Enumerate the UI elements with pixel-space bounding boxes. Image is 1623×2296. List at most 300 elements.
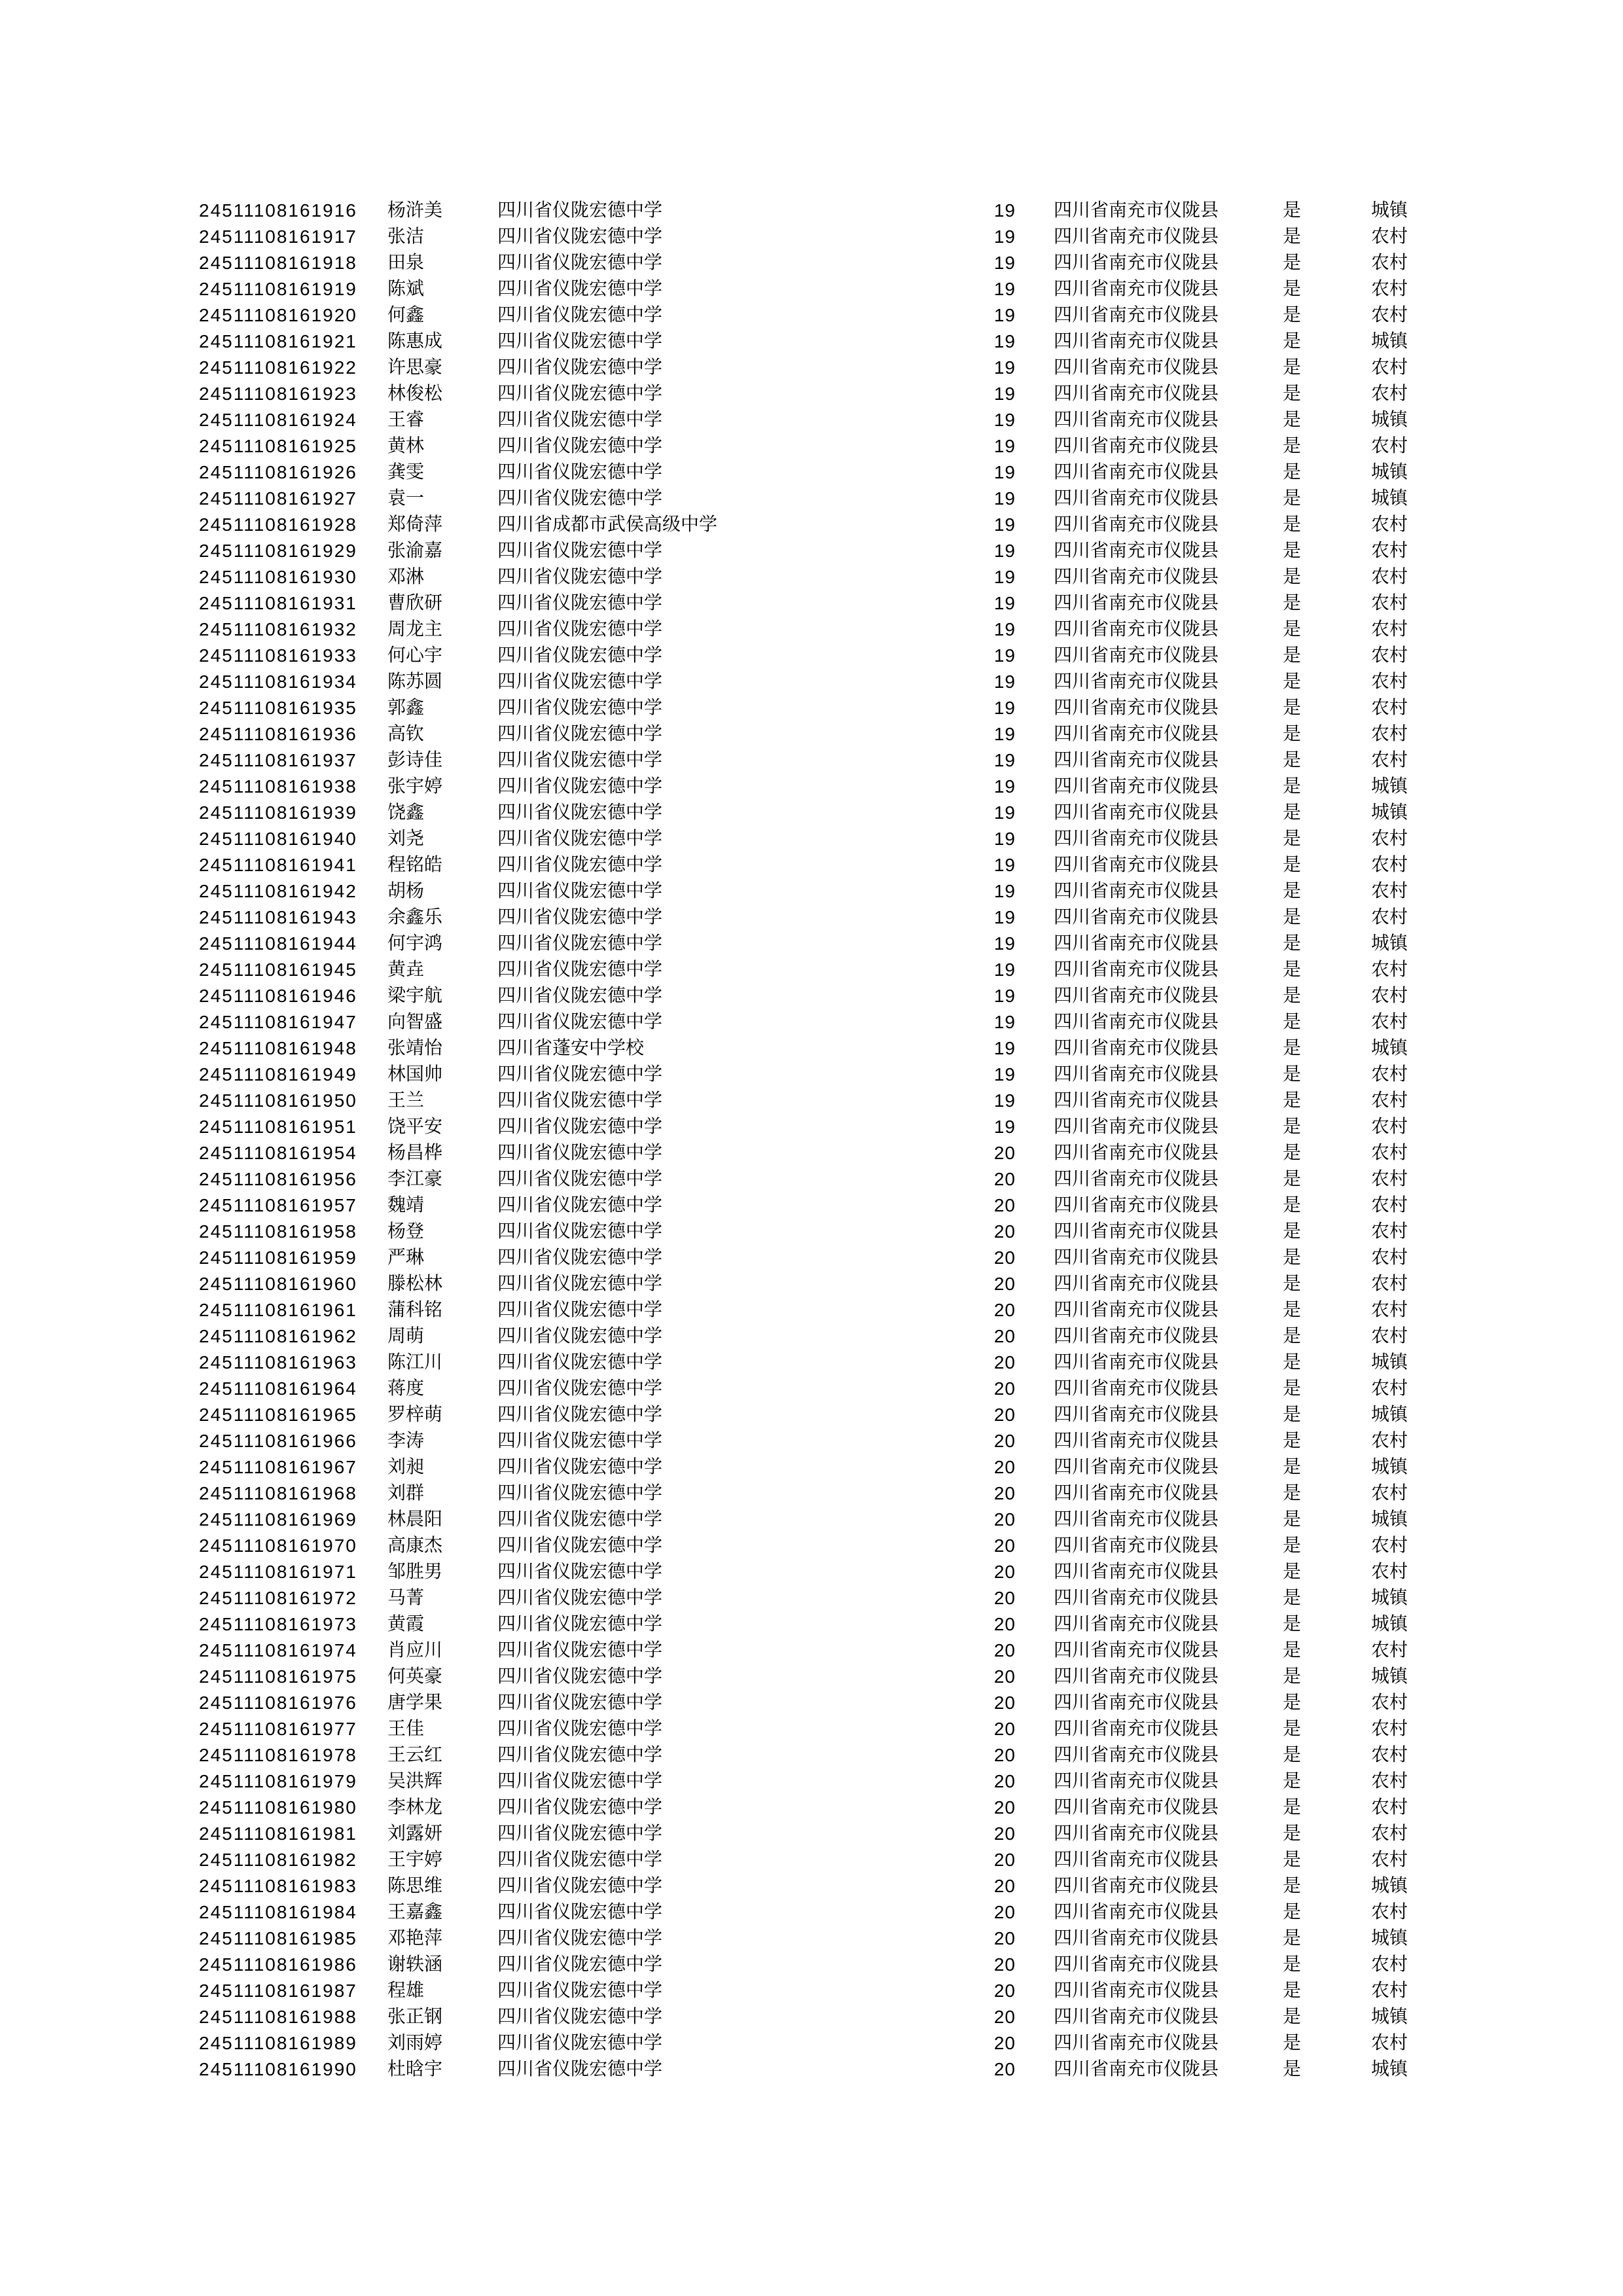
cell-school: 四川省仪陇宏德中学 <box>497 672 663 692</box>
cell-student-name: 杨浒美 <box>387 200 443 221</box>
cell-age: 19 <box>993 226 1016 247</box>
cell-school: 四川省仪陇宏德中学 <box>497 802 663 823</box>
cell-school: 四川省仪陇宏德中学 <box>497 1352 663 1372</box>
table-row <box>0 747 1623 774</box>
cell-school: 四川省仪陇宏德中学 <box>497 1300 663 1320</box>
cell-student-name: 林晨阳 <box>387 1509 443 1530</box>
cell-exam-id: 24511108161948 <box>199 1038 357 1058</box>
table-row <box>0 983 1623 1009</box>
cell-residence-type: 农村 <box>1371 1169 1408 1189</box>
cell-age: 20 <box>993 1274 1016 1294</box>
cell-school: 四川省仪陇宏德中学 <box>497 1483 663 1503</box>
cell-registered-location: 四川省南充市仪陇县 <box>1054 881 1219 901</box>
cell-school: 四川省仪陇宏德中学 <box>497 1405 663 1425</box>
cell-residence-type: 农村 <box>1371 881 1408 901</box>
table-row <box>0 826 1623 852</box>
cell-confirmed: 是 <box>1283 1169 1302 1189</box>
cell-confirmed: 是 <box>1283 1719 1302 1739</box>
cell-student-name: 梁宇航 <box>387 986 443 1006</box>
cell-student-name: 陈思维 <box>387 1876 443 1896</box>
cell-exam-id: 24511108161935 <box>199 698 357 718</box>
cell-student-name: 邓淋 <box>387 567 425 587</box>
table-row <box>0 2030 1623 2056</box>
cell-student-name: 王嘉鑫 <box>387 1902 443 1922</box>
cell-confirmed: 是 <box>1283 855 1302 875</box>
cell-age: 20 <box>993 1405 1016 1425</box>
cell-exam-id: 24511108161982 <box>199 1850 357 1870</box>
cell-student-name: 肖应川 <box>387 1640 443 1660</box>
cell-student-name: 王兰 <box>387 1090 425 1111</box>
table-row <box>0 1899 1623 1926</box>
cell-exam-id: 24511108161984 <box>199 1902 357 1922</box>
cell-confirmed: 是 <box>1283 960 1302 980</box>
cell-age: 20 <box>993 1928 1016 1948</box>
cell-school: 四川省仪陇宏德中学 <box>497 1876 663 1896</box>
cell-registered-location: 四川省南充市仪陇县 <box>1054 698 1219 718</box>
cell-student-name: 余鑫乐 <box>387 907 443 927</box>
cell-age: 20 <box>993 1143 1016 1163</box>
cell-exam-id: 24511108161931 <box>199 593 357 613</box>
cell-exam-id: 24511108161968 <box>199 1483 357 1503</box>
cell-age: 20 <box>993 1666 1016 1687</box>
cell-residence-type: 农村 <box>1371 907 1408 927</box>
cell-exam-id: 24511108161965 <box>199 1405 357 1425</box>
cell-school: 四川省仪陇宏德中学 <box>497 1850 663 1870</box>
cell-age: 20 <box>993 2059 1016 2079</box>
cell-residence-type: 农村 <box>1371 1143 1408 1163</box>
cell-residence-type: 农村 <box>1371 1640 1408 1660</box>
cell-residence-type: 农村 <box>1371 253 1408 273</box>
cell-school: 四川省仪陇宏德中学 <box>497 384 663 404</box>
cell-confirmed: 是 <box>1283 1797 1302 1818</box>
cell-residence-type: 农村 <box>1371 645 1408 666</box>
cell-student-name: 刘雨婷 <box>387 2033 443 2053</box>
cell-age: 19 <box>993 907 1016 927</box>
cell-residence-type: 城镇 <box>1371 1038 1408 1058</box>
cell-age: 20 <box>993 1902 1016 1922</box>
cell-age: 20 <box>993 1195 1016 1215</box>
cell-registered-location: 四川省南充市仪陇县 <box>1054 1352 1219 1372</box>
cell-exam-id: 24511108161988 <box>199 2007 357 2027</box>
cell-confirmed: 是 <box>1283 1012 1302 1032</box>
cell-exam-id: 24511108161958 <box>199 1221 357 1242</box>
cell-confirmed: 是 <box>1283 226 1302 247</box>
cell-confirmed: 是 <box>1283 1143 1302 1163</box>
cell-age: 19 <box>993 488 1016 509</box>
cell-exam-id: 24511108161928 <box>199 514 357 535</box>
cell-residence-type: 农村 <box>1371 279 1408 299</box>
cell-age: 19 <box>993 462 1016 482</box>
cell-school: 四川省仪陇宏德中学 <box>497 1981 663 2001</box>
cell-student-name: 蒋度 <box>387 1378 425 1399</box>
cell-residence-type: 城镇 <box>1371 488 1408 509</box>
cell-student-name: 杨登 <box>387 1221 425 1242</box>
cell-residence-type: 农村 <box>1371 1012 1408 1032</box>
cell-confirmed: 是 <box>1283 1378 1302 1399</box>
cell-school: 四川省仪陇宏德中学 <box>497 1509 663 1530</box>
cell-confirmed: 是 <box>1283 357 1302 378</box>
cell-residence-type: 城镇 <box>1371 1457 1408 1477</box>
cell-exam-id: 24511108161977 <box>199 1719 357 1739</box>
cell-school: 四川省仪陇宏德中学 <box>497 200 663 221</box>
cell-student-name: 龚雯 <box>387 462 425 482</box>
cell-registered-location: 四川省南充市仪陇县 <box>1054 1012 1219 1032</box>
cell-exam-id: 24511108161947 <box>199 1012 357 1032</box>
cell-age: 20 <box>993 1378 1016 1399</box>
cell-exam-id: 24511108161946 <box>199 986 357 1006</box>
cell-school: 四川省仪陇宏德中学 <box>497 1274 663 1294</box>
cell-residence-type: 城镇 <box>1371 1614 1408 1634</box>
table-row <box>0 433 1623 459</box>
cell-student-name: 刘尧 <box>387 829 425 849</box>
cell-residence-type: 城镇 <box>1371 410 1408 430</box>
cell-exam-id: 24511108161967 <box>199 1457 357 1477</box>
cell-registered-location: 四川省南充市仪陇县 <box>1054 776 1219 797</box>
cell-registered-location: 四川省南充市仪陇县 <box>1054 567 1219 587</box>
cell-residence-type: 农村 <box>1371 567 1408 587</box>
cell-exam-id: 24511108161989 <box>199 2033 357 2053</box>
cell-school: 四川省仪陇宏德中学 <box>497 1431 663 1451</box>
cell-age: 20 <box>993 1640 1016 1660</box>
cell-residence-type: 城镇 <box>1371 1588 1408 1608</box>
cell-student-name: 何心宇 <box>387 645 443 666</box>
cell-exam-id: 24511108161980 <box>199 1797 357 1818</box>
cell-student-name: 张靖怡 <box>387 1038 443 1058</box>
cell-residence-type: 城镇 <box>1371 1876 1408 1896</box>
cell-age: 19 <box>993 305 1016 325</box>
cell-age: 19 <box>993 331 1016 351</box>
cell-school: 四川省蓬安中学校 <box>497 1038 645 1058</box>
cell-confirmed: 是 <box>1283 1431 1302 1451</box>
cell-confirmed: 是 <box>1283 305 1302 325</box>
cell-exam-id: 24511108161937 <box>199 750 357 770</box>
cell-student-name: 向智盛 <box>387 1012 443 1032</box>
cell-school: 四川省仪陇宏德中学 <box>497 881 663 901</box>
cell-registered-location: 四川省南充市仪陇县 <box>1054 1876 1219 1896</box>
cell-registered-location: 四川省南充市仪陇县 <box>1054 672 1219 692</box>
cell-registered-location: 四川省南充市仪陇县 <box>1054 1143 1219 1163</box>
cell-registered-location: 四川省南充市仪陇县 <box>1054 829 1219 849</box>
cell-school: 四川省仪陇宏德中学 <box>497 1797 663 1818</box>
table-row <box>0 931 1623 957</box>
cell-residence-type: 农村 <box>1371 724 1408 744</box>
table-row <box>0 1873 1623 1899</box>
cell-student-name: 程铭皓 <box>387 855 443 875</box>
table-row <box>0 1166 1623 1193</box>
cell-confirmed: 是 <box>1283 750 1302 770</box>
cell-school: 四川省仪陇宏德中学 <box>497 829 663 849</box>
cell-confirmed: 是 <box>1283 1823 1302 1844</box>
cell-exam-id: 24511108161972 <box>199 1588 357 1608</box>
cell-registered-location: 四川省南充市仪陇县 <box>1054 410 1219 430</box>
cell-student-name: 郭鑫 <box>387 698 425 718</box>
table-row <box>0 1795 1623 1821</box>
cell-age: 20 <box>993 1352 1016 1372</box>
table-row <box>0 905 1623 931</box>
cell-residence-type: 农村 <box>1371 514 1408 535</box>
cell-school: 四川省仪陇宏德中学 <box>497 357 663 378</box>
cell-residence-type: 农村 <box>1371 1064 1408 1085</box>
cell-school: 四川省仪陇宏德中学 <box>497 1064 663 1085</box>
cell-registered-location: 四川省南充市仪陇县 <box>1054 226 1219 247</box>
cell-school: 四川省仪陇宏德中学 <box>497 1326 663 1346</box>
cell-student-name: 曹欣研 <box>387 593 443 613</box>
cell-residence-type: 城镇 <box>1371 776 1408 797</box>
table-row <box>0 1193 1623 1219</box>
cell-residence-type: 农村 <box>1371 750 1408 770</box>
cell-confirmed: 是 <box>1283 1562 1302 1582</box>
table-row <box>0 957 1623 983</box>
cell-student-name: 邓艳萍 <box>387 1928 443 1948</box>
cell-exam-id: 24511108161916 <box>199 200 357 221</box>
cell-exam-id: 24511108161966 <box>199 1431 357 1451</box>
cell-exam-id: 24511108161973 <box>199 1614 357 1634</box>
cell-school: 四川省仪陇宏德中学 <box>497 1928 663 1948</box>
cell-school: 四川省仪陇宏德中学 <box>497 750 663 770</box>
cell-age: 20 <box>993 1614 1016 1634</box>
cell-residence-type: 城镇 <box>1371 462 1408 482</box>
cell-registered-location: 四川省南充市仪陇县 <box>1054 1981 1219 2001</box>
cell-residence-type: 农村 <box>1371 1431 1408 1451</box>
cell-student-name: 林国帅 <box>387 1064 443 1085</box>
cell-age: 20 <box>993 1169 1016 1189</box>
cell-registered-location: 四川省南充市仪陇县 <box>1054 1771 1219 1791</box>
cell-confirmed: 是 <box>1283 410 1302 430</box>
cell-registered-location: 四川省南充市仪陇县 <box>1054 1850 1219 1870</box>
table-row <box>0 1952 1623 1978</box>
cell-exam-id: 24511108161942 <box>199 881 357 901</box>
table-row <box>0 1271 1623 1297</box>
cell-student-name: 周萌 <box>387 1326 425 1346</box>
cell-registered-location: 四川省南充市仪陇县 <box>1054 462 1219 482</box>
cell-registered-location: 四川省南充市仪陇县 <box>1054 1614 1219 1634</box>
table-row <box>0 878 1623 905</box>
table-row <box>0 1297 1623 1323</box>
table-row <box>0 329 1623 355</box>
cell-age: 19 <box>993 567 1016 587</box>
cell-student-name: 唐学果 <box>387 1693 443 1713</box>
cell-school: 四川省仪陇宏德中学 <box>497 724 663 744</box>
cell-registered-location: 四川省南充市仪陇县 <box>1054 960 1219 980</box>
cell-registered-location: 四川省南充市仪陇县 <box>1054 2059 1219 2079</box>
cell-age: 19 <box>993 357 1016 378</box>
cell-confirmed: 是 <box>1283 1928 1302 1948</box>
cell-residence-type: 农村 <box>1371 1195 1408 1215</box>
cell-confirmed: 是 <box>1283 986 1302 1006</box>
cell-age: 20 <box>993 2033 1016 2053</box>
cell-residence-type: 农村 <box>1371 1954 1408 1975</box>
cell-residence-type: 农村 <box>1371 1902 1408 1922</box>
cell-registered-location: 四川省南充市仪陇县 <box>1054 1535 1219 1556</box>
cell-residence-type: 城镇 <box>1371 1405 1408 1425</box>
cell-registered-location: 四川省南充市仪陇县 <box>1054 2007 1219 2027</box>
cell-residence-type: 农村 <box>1371 829 1408 849</box>
cell-confirmed: 是 <box>1283 1221 1302 1242</box>
cell-exam-id: 24511108161970 <box>199 1535 357 1556</box>
table-row <box>0 1454 1623 1480</box>
table-row <box>0 643 1623 669</box>
cell-registered-location: 四川省南充市仪陇县 <box>1054 1562 1219 1582</box>
cell-school: 四川省仪陇宏德中学 <box>497 2059 663 2079</box>
cell-student-name: 何宇鸿 <box>387 933 443 954</box>
cell-exam-id: 24511108161917 <box>199 226 357 247</box>
table-row <box>0 1114 1623 1140</box>
cell-school: 四川省仪陇宏德中学 <box>497 253 663 273</box>
cell-age: 20 <box>993 1247 1016 1268</box>
table-row <box>0 1559 1623 1585</box>
cell-confirmed: 是 <box>1283 1693 1302 1713</box>
cell-student-name: 高康杰 <box>387 1535 443 1556</box>
cell-school: 四川省仪陇宏德中学 <box>497 1640 663 1660</box>
table-row <box>0 459 1623 486</box>
cell-age: 20 <box>993 1823 1016 1844</box>
cell-confirmed: 是 <box>1283 1614 1302 1634</box>
cell-confirmed: 是 <box>1283 436 1302 456</box>
table-row <box>0 250 1623 276</box>
table-row <box>0 2056 1623 2083</box>
table-row <box>0 1507 1623 1533</box>
cell-residence-type: 农村 <box>1371 436 1408 456</box>
cell-exam-id: 24511108161927 <box>199 488 357 509</box>
cell-exam-id: 24511108161932 <box>199 619 357 639</box>
cell-school: 四川省仪陇宏德中学 <box>497 488 663 509</box>
cell-age: 19 <box>993 384 1016 404</box>
cell-confirmed: 是 <box>1283 462 1302 482</box>
cell-residence-type: 农村 <box>1371 593 1408 613</box>
cell-age: 20 <box>993 1745 1016 1765</box>
cell-age: 19 <box>993 855 1016 875</box>
cell-school: 四川省仪陇宏德中学 <box>497 410 663 430</box>
cell-exam-id: 24511108161971 <box>199 1562 357 1582</box>
cell-confirmed: 是 <box>1283 1326 1302 1346</box>
table-row <box>0 1062 1623 1088</box>
cell-student-name: 邹胜男 <box>387 1562 443 1582</box>
cell-exam-id: 24511108161964 <box>199 1378 357 1399</box>
cell-confirmed: 是 <box>1283 2059 1302 2079</box>
cell-confirmed: 是 <box>1283 279 1302 299</box>
cell-exam-id: 24511108161978 <box>199 1745 357 1765</box>
cell-registered-location: 四川省南充市仪陇县 <box>1054 1797 1219 1818</box>
cell-registered-location: 四川省南充市仪陇县 <box>1054 1378 1219 1399</box>
cell-age: 19 <box>993 514 1016 535</box>
cell-residence-type: 城镇 <box>1371 200 1408 221</box>
cell-residence-type: 农村 <box>1371 1823 1408 1844</box>
cell-school: 四川省仪陇宏德中学 <box>497 933 663 954</box>
cell-confirmed: 是 <box>1283 200 1302 221</box>
cell-age: 19 <box>993 410 1016 430</box>
cell-exam-id: 24511108161925 <box>199 436 357 456</box>
cell-exam-id: 24511108161986 <box>199 1954 357 1975</box>
cell-school: 四川省仪陇宏德中学 <box>497 1902 663 1922</box>
cell-residence-type: 农村 <box>1371 1090 1408 1111</box>
cell-confirmed: 是 <box>1283 1954 1302 1975</box>
cell-registered-location: 四川省南充市仪陇县 <box>1054 1431 1219 1451</box>
cell-residence-type: 城镇 <box>1371 933 1408 954</box>
cell-student-name: 袁一 <box>387 488 425 509</box>
cell-residence-type: 农村 <box>1371 619 1408 639</box>
cell-registered-location: 四川省南充市仪陇县 <box>1054 1693 1219 1713</box>
cell-residence-type: 农村 <box>1371 1562 1408 1582</box>
cell-age: 20 <box>993 1300 1016 1320</box>
cell-student-name: 杜晗宇 <box>387 2059 443 2079</box>
cell-residence-type: 农村 <box>1371 1745 1408 1765</box>
cell-exam-id: 24511108161920 <box>199 305 357 325</box>
cell-registered-location: 四川省南充市仪陇县 <box>1054 619 1219 639</box>
cell-exam-id: 24511108161960 <box>199 1274 357 1294</box>
cell-school: 四川省仪陇宏德中学 <box>497 1771 663 1791</box>
cell-registered-location: 四川省南充市仪陇县 <box>1054 1038 1219 1058</box>
cell-school: 四川省仪陇宏德中学 <box>497 986 663 1006</box>
table-row <box>0 1402 1623 1428</box>
cell-school: 四川省仪陇宏德中学 <box>497 1745 663 1765</box>
cell-student-name: 胡杨 <box>387 881 425 901</box>
cell-confirmed: 是 <box>1283 881 1302 901</box>
cell-residence-type: 城镇 <box>1371 802 1408 823</box>
cell-confirmed: 是 <box>1283 1090 1302 1111</box>
cell-age: 20 <box>993 1850 1016 1870</box>
cell-student-name: 陈斌 <box>387 279 425 299</box>
cell-student-name: 田泉 <box>387 253 425 273</box>
table-row <box>0 1742 1623 1768</box>
table-row <box>0 1323 1623 1350</box>
cell-age: 19 <box>993 829 1016 849</box>
cell-exam-id: 24511108161926 <box>199 462 357 482</box>
cell-residence-type: 农村 <box>1371 1981 1408 2001</box>
cell-exam-id: 24511108161949 <box>199 1064 357 1085</box>
cell-exam-id: 24511108161979 <box>199 1771 357 1791</box>
cell-age: 20 <box>993 1509 1016 1530</box>
cell-registered-location: 四川省南充市仪陇县 <box>1054 1195 1219 1215</box>
cell-residence-type: 农村 <box>1371 1221 1408 1242</box>
cell-registered-location: 四川省南充市仪陇县 <box>1054 1588 1219 1608</box>
cell-registered-location: 四川省南充市仪陇县 <box>1054 724 1219 744</box>
cell-registered-location: 四川省南充市仪陇县 <box>1054 802 1219 823</box>
cell-residence-type: 农村 <box>1371 2033 1408 2053</box>
cell-registered-location: 四川省南充市仪陇县 <box>1054 1169 1219 1189</box>
cell-exam-id: 24511108161990 <box>199 2059 357 2079</box>
cell-residence-type: 城镇 <box>1371 2059 1408 2079</box>
cell-school: 四川省仪陇宏德中学 <box>497 1562 663 1582</box>
cell-age: 19 <box>993 802 1016 823</box>
cell-residence-type: 农村 <box>1371 357 1408 378</box>
table-row <box>0 355 1623 381</box>
cell-school: 四川省仪陇宏德中学 <box>497 279 663 299</box>
cell-exam-id: 24511108161985 <box>199 1928 357 1948</box>
cell-registered-location: 四川省南充市仪陇县 <box>1054 1326 1219 1346</box>
table-row <box>0 1664 1623 1690</box>
cell-exam-id: 24511108161919 <box>199 279 357 299</box>
cell-age: 19 <box>993 933 1016 954</box>
cell-exam-id: 24511108161930 <box>199 567 357 587</box>
cell-exam-id: 24511108161929 <box>199 541 357 561</box>
cell-registered-location: 四川省南充市仪陇县 <box>1054 1745 1219 1765</box>
cell-registered-location: 四川省南充市仪陇县 <box>1054 488 1219 509</box>
cell-student-name: 饶鑫 <box>387 802 425 823</box>
cell-age: 19 <box>993 1038 1016 1058</box>
cell-exam-id: 24511108161921 <box>199 331 357 351</box>
cell-confirmed: 是 <box>1283 1117 1302 1137</box>
table-row <box>0 224 1623 250</box>
cell-confirmed: 是 <box>1283 331 1302 351</box>
cell-residence-type: 农村 <box>1371 541 1408 561</box>
table-row <box>0 1376 1623 1402</box>
table-row <box>0 1847 1623 1873</box>
cell-registered-location: 四川省南充市仪陇县 <box>1054 907 1219 927</box>
cell-age: 20 <box>993 1771 1016 1791</box>
table-row <box>0 1350 1623 1376</box>
cell-confirmed: 是 <box>1283 1274 1302 1294</box>
cell-exam-id: 24511108161933 <box>199 645 357 666</box>
